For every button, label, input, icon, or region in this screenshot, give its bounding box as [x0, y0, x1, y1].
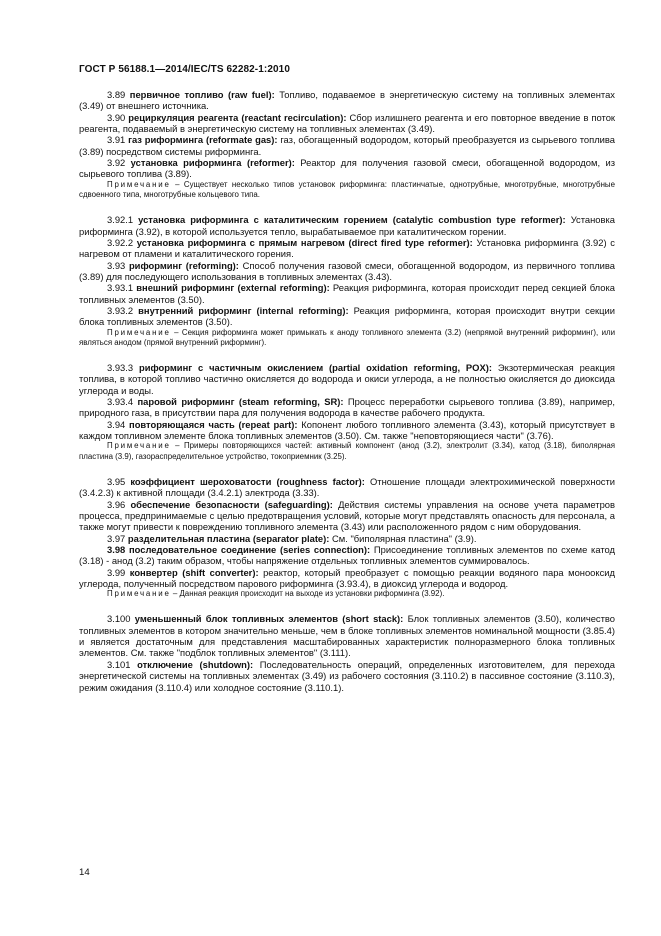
entry-number: 3.93.1 [107, 282, 134, 294]
entry-number: 3.98 [107, 543, 126, 555]
entry-text: Копонент любого топливного элемента (3.43), который присутствует в каждом топливном элементе блока топливных элементов (3.50). См. также "неповторяющиеся части" (3.76). [79, 418, 615, 442]
note-reforming-section [79, 328, 615, 348]
entry-3-91 [79, 134, 615, 157]
entry-number: 3.96 [107, 498, 126, 510]
note-label: Примечание [107, 441, 171, 451]
entry-text: Действия системы управления на основе учета параметров процесса, предпринимаемые с целью предотвращения условий, которые могут представлять опасность для персонала, а также могут привести к повреждению топливного элемента (3.43) или расположенного рядом с ним оборудования. [79, 498, 615, 533]
entry-text: См. "биполярная пластина" (3.9). [332, 532, 477, 544]
entry-term: риформинг (reforming): [128, 259, 239, 271]
note-repeat-parts [79, 441, 615, 461]
entry-3-100 [79, 613, 615, 658]
entry-number: 3.89 [107, 89, 126, 100]
entry-term: риформинг с частичным окислением (partial oxidation reforming, POX): [138, 362, 492, 373]
entry-number: 3.92 [107, 157, 126, 169]
entry-3-96 [79, 499, 615, 533]
entry-text: Способ получения газовой смеси, обогащенной водородом, из первичного топлива (3.89) для последующего использования в топливных элементах (3.43). [79, 259, 616, 282]
document-header: ГОСТ Р 56188.1—2014/IEC/TS 62282-1:2010 [79, 64, 290, 75]
entry-number: 3.92.2 [107, 236, 134, 248]
entry-term: обеспечение безопасности (safeguarding): [130, 498, 333, 510]
entry-number: 3.93 [107, 259, 126, 271]
entry-text: Отношение площади электрохимической поверхности (3.4.2.3) к активной площади (3.4.2.1) электрода (3.33). [79, 475, 616, 499]
entry-text: Реакция риформинга, которая происходит внутри секции блока топливных элементов (3.50). [79, 304, 616, 328]
entry-term: внешний риформинг (external reforming): [136, 282, 330, 294]
entry-text: Присоединение топливных элементов по схеме катод (3.18) - анод (3.2) таким образом, чтобы напряжение отдельных топливных элементов суммировалось. [79, 543, 616, 567]
entry-number: 3.100 [107, 613, 131, 625]
entry-3-93-2 [79, 305, 615, 328]
entry-term: паровой риформинг (steam reforming, SR): [137, 396, 344, 408]
entry-term: последовательное соединение (series connection): [128, 543, 371, 555]
entry-term: внутренний риформинг (internal reforming): [138, 304, 349, 316]
entry-3-97 [79, 533, 615, 544]
entry-term: разделительная пластина (separator plate): [127, 532, 330, 544]
note-label: Примечание [107, 179, 171, 189]
entry-term: установка риформинга с каталитическим горением (catalytic combustion type reformer): [138, 214, 566, 226]
entry-term: уменьшенный блок топливных элементов (short stack): [134, 613, 404, 625]
document-body [79, 89, 615, 693]
note-text: – Примеры повторяющихся частей: активный компонент (анод (3.2), электролит (3.34), катод (3.18), биполярная пластина (3.9), газораспределительное устройство, токоприемник (3.25). [79, 441, 615, 461]
entry-3-93 [79, 260, 615, 283]
note-label: Примечание [107, 589, 171, 599]
entry-3-93-4 [79, 396, 615, 419]
entry-text: Экзотермическая реакция топлива, в которой топливо частично окисляется до водорода и окиси углерода, а не полностью окисляется до диоксида углерода и воды. [79, 362, 616, 396]
entry-text: Установка риформинга (3.92), в которой используется тепло, вырабатываемое при каталитическом горении. [79, 214, 615, 237]
entry-3-94 [79, 419, 615, 442]
entry-text: Топливо, подаваемое в энергетическую систему на топливных элементах (3.49) от внешнего источника. [79, 89, 615, 112]
entry-number: 3.92.1 [107, 214, 134, 226]
entry-3-98 [79, 544, 615, 567]
entry-3-92-1 [79, 214, 615, 237]
entry-text: Установка риформинга (3.92) с нагревом от пламени и каталитического горения. [79, 236, 615, 260]
page-number: 14 [79, 867, 90, 878]
entry-number: 3.90 [107, 111, 126, 123]
entry-text: Блок топливных элементов (3.50), количество топливных элементов в котором значительно меньше, чем в блоке топливных элементов номинальной мощности (3.85.4) и является достаточным для представления масштабированных характеристик полноразмерного блока топливных элементов. См. также "подблок топливных элементов" (3.111). [79, 613, 615, 659]
entry-term: первичное топливо (raw fuel): [129, 89, 275, 100]
entry-text: Сбор излишнего реагента и его повторное введение в поток реагента, подаваемый в энергетическую систему на топливных элементах (3.49). [79, 111, 616, 135]
entry-3-92-2 [79, 237, 615, 260]
entry-number: 3.91 [107, 134, 126, 146]
entry-number: 3.93.2 [107, 304, 134, 316]
note-text: – Секция риформинга может примыкать к аноду топливного элемента (3.2) (непрямой внутренний риформинг), или являться анодом (прямой внутренний риформинг). [79, 327, 615, 347]
entry-number: 3.99 [107, 566, 126, 578]
entry-text: газ, обогащенный водородом, который преобразуется из сырьевого топлива (3.89) посредством системы риформинга. [79, 134, 615, 157]
entry-text: Процесс переработки сырьевого топлива (3.89), например, природного газа, в присутствии пара для получения водорода в качестве рабочего продукта. [79, 396, 615, 419]
entry-number: 3.101 [107, 658, 131, 670]
entry-3-95 [79, 476, 615, 499]
entry-text: реактор, который преобразует с помощью реакции водяного пара монооксид углерода, полученный посредством парового риформинга (3.93.4), в диоксид углерода и водород. [79, 566, 615, 589]
entry-term: установка риформинга с прямым нагревом (direct fired type reformer): [136, 236, 473, 248]
entry-3-92 [79, 157, 615, 180]
entry-term: газ риформинга (reformate gas): [128, 134, 278, 146]
note-text: – Существует несколько типов установок риформинга: пластинчатые, однотрубные, многотрубные, многотрубные сдвоенного типа, многотрубные кольцевого типа. [79, 179, 615, 199]
entry-3-89 [79, 89, 615, 112]
entry-term: установка риформинга (reformer): [130, 157, 295, 169]
entry-number: 3.93.3 [107, 362, 134, 373]
entry-number: 3.94 [107, 418, 126, 430]
entry-term: рециркуляция реагента (reactant recirculation): [128, 111, 347, 123]
entry-3-101 [79, 659, 615, 693]
entry-3-93-3 [79, 362, 615, 396]
entry-3-99 [79, 567, 615, 590]
note-reformer-types [79, 180, 615, 200]
entry-term: конвертер (shift converter): [129, 566, 259, 578]
entry-term: повторяющаяся часть (repeat part): [129, 418, 298, 430]
entry-text: Реакция риформинга, которая происходит перед секцией блока топливных элементов (3.50). [79, 282, 615, 305]
note-shift-reaction [79, 589, 615, 599]
entry-term: коэффициент шероховатости (roughness factor): [130, 475, 365, 487]
entry-3-93-1 [79, 282, 615, 305]
entry-text: Последовательность операций, определенных изготовителем, для перехода энергетической системы на топливных элементах (3.49) из рабочего состояния (3.110.2) в пассивное состояние (3.110.3), режим ожидания (3.110.4) или холодное состояние (3.110.1). [79, 658, 615, 693]
entry-number: 3.97 [107, 532, 126, 544]
note-text: – Данная реакция происходит на выходе из установки риформинга (3.92). [172, 589, 445, 599]
note-label: Примечание [107, 327, 171, 337]
entry-text: Реактор для получения газовой смеси, обогащенной водородом, из сырьевого топлива (3.89). [79, 157, 615, 180]
entry-number: 3.95 [107, 475, 126, 487]
entry-3-90 [79, 112, 615, 135]
entry-term: отключение (shutdown): [137, 658, 254, 670]
entry-number: 3.93.4 [107, 396, 134, 408]
